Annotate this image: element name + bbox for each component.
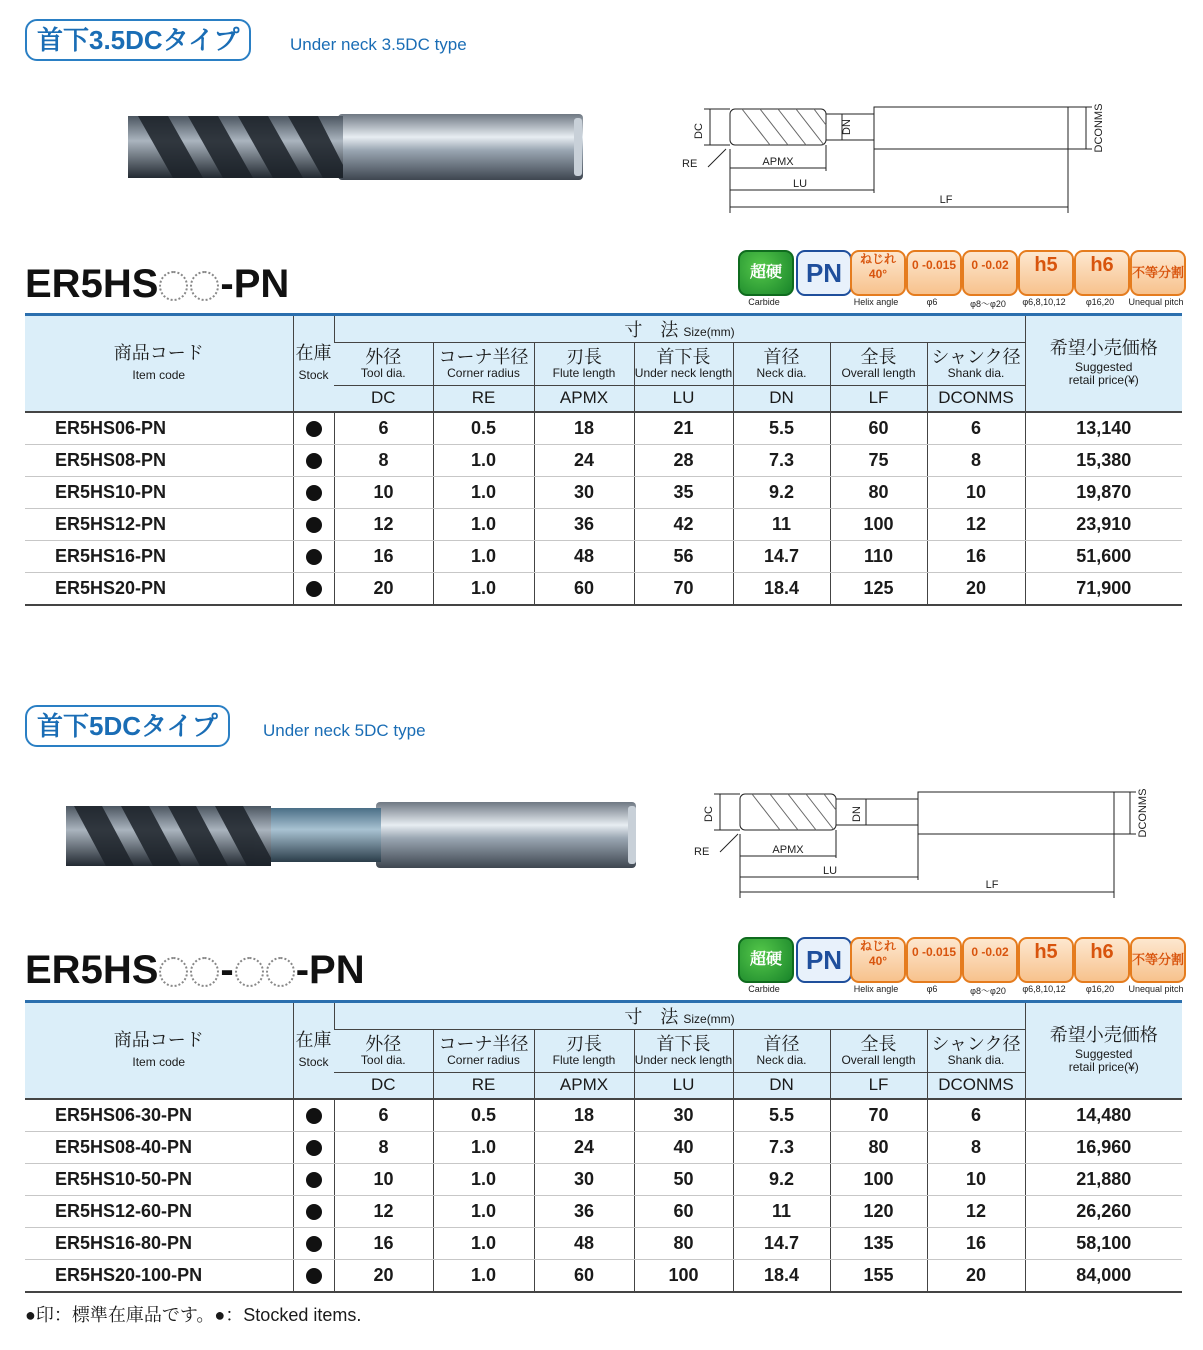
cell-dn: 9.2 [733,476,830,508]
diagram-label-apmx: APMX [762,156,794,168]
cell-apmx: 18 [534,412,634,445]
cell-item-code: ER5HS16-80-PN [25,1227,293,1259]
cell-item-code: ER5HS08-40-PN [25,1131,293,1163]
cell-price: 51,600 [1025,540,1182,572]
table-row [25,1131,1182,1163]
cell-lf: 120 [830,1195,927,1227]
cell-price: 21,880 [1025,1163,1182,1195]
col-dconms: シャンク径 Shank dia. [927,343,1025,386]
cell-dc: 16 [334,540,433,572]
table-row [25,1163,1182,1195]
cell-stock [293,1195,334,1227]
stock-dot-icon [306,1172,322,1188]
cell-re: 1.0 [433,1163,534,1195]
cell-dconms: 20 [927,1259,1025,1292]
cell-price: 19,870 [1025,476,1182,508]
cell-dc: 20 [334,1259,433,1292]
cell-price: 26,260 [1025,1195,1182,1227]
cell-re: 1.0 [433,1259,534,1292]
cell-lf: 75 [830,444,927,476]
unequal-pitch-icon: 不等分割 [1130,250,1186,296]
helix-angle-icon: ねじれ40° [850,250,906,296]
col-re: コーナ半径 Corner radius [433,343,534,386]
stock-dot-icon [306,1204,322,1220]
cell-stock [293,1131,334,1163]
tolerance-icon: 0 -0.02 [962,250,1018,296]
cell-dconms: 8 [927,444,1025,476]
cell-dn: 5.5 [733,1099,830,1132]
cell-lf: 80 [830,1131,927,1163]
table-row [25,572,1182,605]
cell-lu: 80 [634,1227,733,1259]
cell-dn: 9.2 [733,1163,830,1195]
spec-table-5dc: 商品コード Item code 在庫 Stock 寸 法 Size(mm) 希望小売価格 Suggested retail price(¥) 外径 Tool dia. コーナ半径 Corner radius 刃長 Flute length 首下長 Under neck length 首径 Neck dia. 全長 Overall length シャンク径 Shank dia. DC RE APMX LU DN LF DCONMS ER5HS06-30-PN 6 0.5 18 30 5.5 70 6 14,480 ER5HS08-40-PN 8 1.0 24 40 7.3 80 8 16,960 ER5HS10-50-PN 10 1.0 30 50 9.2 100 10 21,880 ER5HS12-60-PN 12 1.0 36 60 11 120 12 26,260 ER5HS16-80-PN 16 1.0 48 80 14.7 135 16 58,100 ER5HS20-100-PN 20 1.0 60 100 18.4 155 20 84,000 [25,1000,1182,1293]
cell-re: 1.0 [433,508,534,540]
cell-lu: 42 [634,508,733,540]
col-item-code: 商品コード Item code [25,1002,293,1099]
stock-dot-icon [306,549,322,565]
cell-re: 1.0 [433,540,534,572]
col-lf: 全長 Overall length [830,1030,927,1073]
col-apmx: 刃長 Flute length [534,1030,634,1073]
table-row [25,444,1182,476]
cell-apmx: 30 [534,1163,634,1195]
feature-badges-3-5dc: 超硬 Carbide PN ねじれ40° Helix angle 0 -0.015 φ6 0 -0.02 φ8〜φ20 h5 φ6,8,10,12 h6 φ16,20 不等分割 Unequal pitch [738,250,1183,312]
cell-price: 15,380 [1025,444,1182,476]
cell-apmx: 24 [534,444,634,476]
table-body-5dc [25,1099,1182,1292]
carbide-icon: 超硬 [738,250,794,296]
cell-re: 1.0 [433,1195,534,1227]
table-row [25,412,1182,445]
cell-lf: 70 [830,1099,927,1132]
col-group-dimensions: 寸 法 Size(mm) [334,1002,1025,1030]
stock-dot-icon [306,1268,322,1284]
stock-dot-icon [306,517,322,533]
end-mill-photo-3-5dc [128,110,588,186]
cell-re: 1.0 [433,476,534,508]
cell-item-code: ER5HS06-PN [25,412,293,445]
cell-price: 84,000 [1025,1259,1182,1292]
stock-dot-icon [306,581,322,597]
cell-price: 13,140 [1025,412,1182,445]
cell-lf: 155 [830,1259,927,1292]
cell-stock [293,412,334,445]
cell-re: 1.0 [433,572,534,605]
cell-lu: 70 [634,572,733,605]
cell-apmx: 60 [534,1259,634,1292]
shank-tolerance-h6-icon: h6 [1074,250,1130,296]
feature-badges-5dc: 超硬 Carbide PN ねじれ40° Helix angle 0 -0.015 φ6 0 -0.02 φ8〜φ20 h5 φ6,8,10,12 h6 φ16,20 不等分割 Unequal pitch [738,937,1183,999]
stock-dot-icon [306,1108,322,1124]
cell-apmx: 18 [534,1099,634,1132]
col-lu: 首下長 Under neck length [634,343,733,386]
diagram-label-re: RE [682,158,698,170]
cell-dn: 14.7 [733,1227,830,1259]
stock-dot-icon [306,485,322,501]
stock-dot-icon [306,1140,322,1156]
cell-apmx: 30 [534,476,634,508]
table-row [25,1099,1182,1132]
dimension-diagram-3-5dc [680,95,1120,215]
cell-dconms: 12 [927,1195,1025,1227]
cell-apmx: 48 [534,1227,634,1259]
cell-stock [293,1259,334,1292]
cell-dc: 6 [334,412,433,445]
cell-apmx: 60 [534,572,634,605]
cell-dconms: 20 [927,572,1025,605]
cell-apmx: 36 [534,508,634,540]
cell-dc: 10 [334,476,433,508]
col-dc: 外径 Tool dia. [334,343,433,386]
type-label-5dc: 首下5DCタイプ [25,705,230,747]
cell-dc: 12 [334,1195,433,1227]
cell-item-code: ER5HS16-PN [25,540,293,572]
cell-apmx: 36 [534,1195,634,1227]
cell-item-code: ER5HS12-60-PN [25,1195,293,1227]
diagram-label-dn: DN [851,806,863,822]
cell-re: 0.5 [433,412,534,445]
table-row [25,1259,1182,1292]
stock-dot-icon [306,453,322,469]
cell-re: 1.0 [433,444,534,476]
cell-lf: 135 [830,1227,927,1259]
cell-stock [293,508,334,540]
col-dn: 首径 Neck dia. [733,1030,830,1073]
cell-dc: 8 [334,1131,433,1163]
cell-re: 0.5 [433,1099,534,1132]
diagram-label-dn: DN [841,119,853,135]
cell-dn: 18.4 [733,1259,830,1292]
cell-item-code: ER5HS20-100-PN [25,1259,293,1292]
cell-price: 71,900 [1025,572,1182,605]
table-body-3-5dc [25,412,1182,605]
diagram-label-re: RE [694,846,710,858]
table-row [25,508,1182,540]
cell-price: 14,480 [1025,1099,1182,1132]
pn-coating-icon: PN [796,937,852,983]
col-lf: 全長 Overall length [830,343,927,386]
cell-lu: 60 [634,1195,733,1227]
cell-dconms: 12 [927,508,1025,540]
cell-item-code: ER5HS20-PN [25,572,293,605]
cell-dconms: 8 [927,1131,1025,1163]
cell-lf: 100 [830,1163,927,1195]
cell-item-code: ER5HS08-PN [25,444,293,476]
diagram-label-dc: DC [693,123,705,139]
cell-stock [293,476,334,508]
cell-re: 1.0 [433,1131,534,1163]
diagram-label-lu: LU [822,865,838,877]
cell-dc: 6 [334,1099,433,1132]
cell-price: 23,910 [1025,508,1182,540]
cell-stock [293,1163,334,1195]
type-label-en-3-5dc: Under neck 3.5DC type [290,35,467,54]
shank-tolerance-h6-icon: h6 [1074,937,1130,983]
diagram-label-lf: LF [939,194,953,206]
cell-dc: 20 [334,572,433,605]
stock-dot-icon [306,1236,322,1252]
col-group-dimensions: 寸 法 Size(mm) [334,315,1025,343]
tolerance-icon: 0 -0.015 [906,937,962,983]
cell-dc: 8 [334,444,433,476]
cell-stock [293,540,334,572]
cell-re: 1.0 [433,1227,534,1259]
carbide-icon: 超硬 [738,937,794,983]
table-row [25,540,1182,572]
cell-apmx: 48 [534,540,634,572]
cell-stock [293,444,334,476]
cell-lf: 125 [830,572,927,605]
col-dc: 外径 Tool dia. [334,1030,433,1073]
cell-stock [293,572,334,605]
col-apmx: 刃長 Flute length [534,343,634,386]
col-stock: 在庫 Stock [293,1002,334,1099]
cell-dconms: 16 [927,1227,1025,1259]
col-price: 希望小売価格 Suggested retail price(¥) [1025,315,1182,412]
cell-item-code: ER5HS12-PN [25,508,293,540]
dimension-diagram-5dc [690,780,1170,900]
shank-tolerance-h5-icon: h5 [1018,937,1074,983]
cell-dn: 14.7 [733,540,830,572]
cell-lu: 40 [634,1131,733,1163]
diagram-label-dc: DC [703,806,715,822]
type-label-3-5dc: 首下3.5DCタイプ [25,19,251,61]
cell-item-code: ER5HS10-PN [25,476,293,508]
cell-price: 16,960 [1025,1131,1182,1163]
cell-lu: 21 [634,412,733,445]
model-name-3-5dc: ER5HS -PN [25,262,290,306]
cell-dconms: 6 [927,412,1025,445]
diagram-label-apmx: APMX [772,844,804,856]
col-price: 希望小売価格 Suggested retail price(¥) [1025,1002,1182,1099]
diagram-label-lf: LF [985,879,999,891]
col-stock: 在庫 Stock [293,315,334,412]
tolerance-icon: 0 -0.015 [906,250,962,296]
stock-dot-icon [306,421,322,437]
cell-lu: 35 [634,476,733,508]
cell-stock [293,1227,334,1259]
cell-dconms: 10 [927,476,1025,508]
cell-dconms: 6 [927,1099,1025,1132]
cell-item-code: ER5HS06-30-PN [25,1099,293,1132]
cell-lu: 50 [634,1163,733,1195]
unequal-pitch-icon: 不等分割 [1130,937,1186,983]
col-dconms: シャンク径 Shank dia. [927,1030,1025,1073]
shank-tolerance-h5-icon: h5 [1018,250,1074,296]
cell-dc: 16 [334,1227,433,1259]
cell-dconms: 10 [927,1163,1025,1195]
cell-lu: 28 [634,444,733,476]
cell-apmx: 24 [534,1131,634,1163]
footnote-stock: ●印：標準在庫品です。●：Stocked items. [25,1305,362,1325]
cell-dc: 10 [334,1163,433,1195]
type-label-en-5dc: Under neck 5DC type [263,721,426,740]
spec-table-3-5dc: 商品コード Item code 在庫 Stock 寸 法 Size(mm) 希望小売価格 Suggested retail price(¥) 外径 Tool dia. コーナ半径 Corner radius 刃長 Flute length 首下長 Under neck length 首径 Neck dia. 全長 Overall length シャンク径 Shank dia. DC RE APMX LU DN LF DCONMS ER5HS06-PN 6 0.5 18 21 5.5 60 6 13,140 ER5HS08-PN 8 1.0 24 28 7.3 75 8 15,380 ER5HS10-PN 10 1.0 30 35 9.2 80 10 19,870 ER5HS12-PN 12 1.0 36 42 11 100 12 23,910 ER5HS16-PN 16 1.0 48 56 14.7 110 16 51,600 ER5HS20-PN 20 1.0 60 70 18.4 125 20 71,900 [25,313,1182,606]
cell-lf: 80 [830,476,927,508]
diagram-label-dconms: DCONMS [1137,788,1149,838]
table-row [25,1195,1182,1227]
cell-lu: 56 [634,540,733,572]
cell-dconms: 16 [927,540,1025,572]
model-name-5dc: ER5HS - -PN [25,948,365,992]
cell-item-code: ER5HS10-50-PN [25,1163,293,1195]
col-item-code: 商品コード Item code [25,315,293,412]
cell-dn: 11 [733,1195,830,1227]
cell-lf: 100 [830,508,927,540]
cell-dn: 11 [733,508,830,540]
cell-stock [293,1099,334,1132]
cell-dn: 7.3 [733,1131,830,1163]
cell-lf: 60 [830,412,927,445]
helix-angle-icon: ねじれ40° [850,937,906,983]
cell-dn: 18.4 [733,572,830,605]
tolerance-icon: 0 -0.02 [962,937,1018,983]
table-row [25,476,1182,508]
col-lu: 首下長 Under neck length [634,1030,733,1073]
col-dn: 首径 Neck dia. [733,343,830,386]
end-mill-photo-5dc [66,800,640,872]
col-re: コーナ半径 Corner radius [433,1030,534,1073]
cell-dn: 7.3 [733,444,830,476]
diagram-label-dconms: DCONMS [1093,103,1105,153]
cell-lu: 30 [634,1099,733,1132]
diagram-label-lu: LU [792,178,808,190]
pn-coating-icon: PN [796,250,852,296]
cell-price: 58,100 [1025,1227,1182,1259]
cell-dn: 5.5 [733,412,830,445]
cell-dc: 12 [334,508,433,540]
table-row [25,1227,1182,1259]
cell-lf: 110 [830,540,927,572]
cell-lu: 100 [634,1259,733,1292]
